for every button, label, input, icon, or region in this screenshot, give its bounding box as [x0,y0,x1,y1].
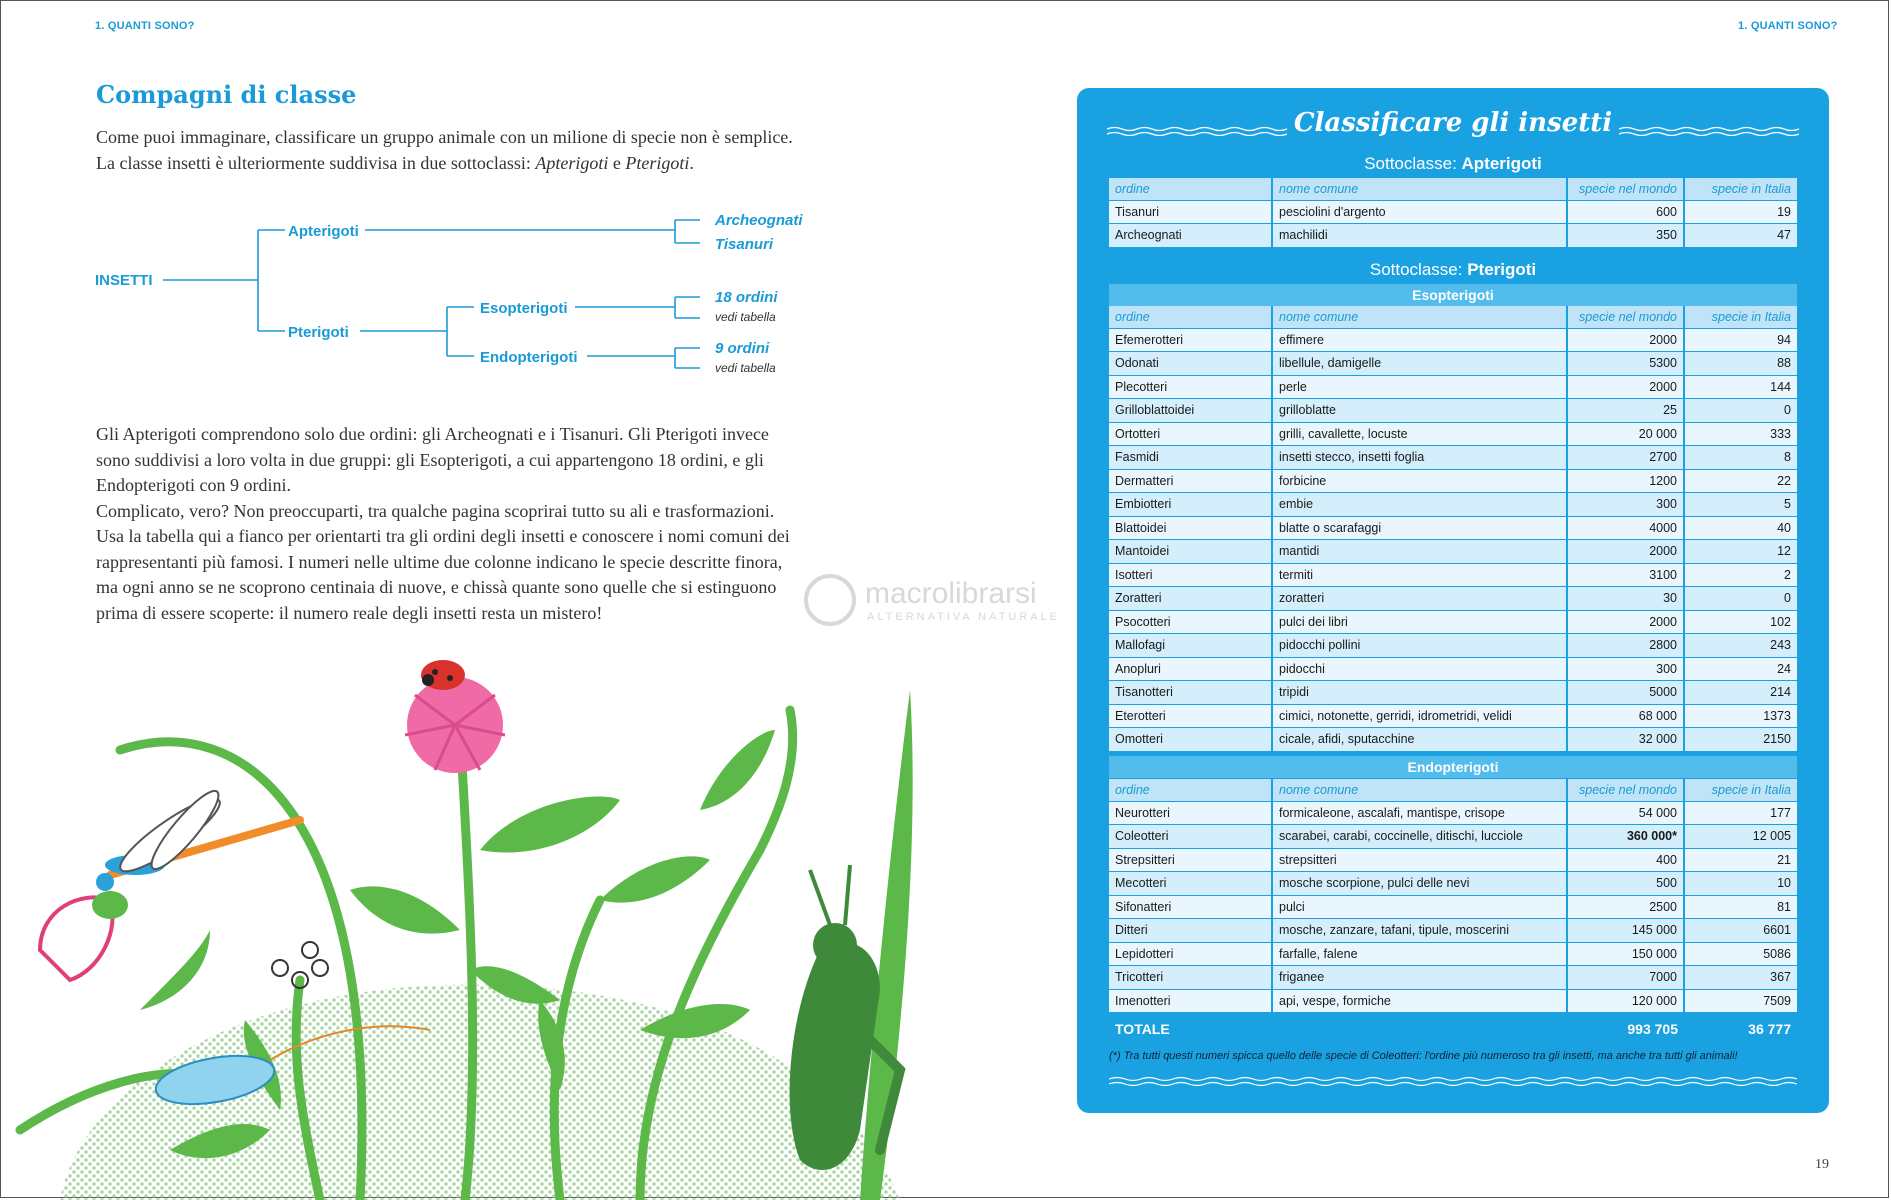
running-head-right: 1. QUANTI SONO? [1738,20,1838,32]
table-row [1109,825,1797,849]
order-cell: Efemerotteri [1109,328,1272,352]
intro-line-2-end: . [689,152,694,173]
species-world-cell: 2000 [1567,540,1684,564]
table-row [1109,422,1797,446]
intro-term-apterigoti: Apterigoti [535,152,609,173]
species-world-cell: 150 000 [1567,942,1684,966]
common-name-cell: cimici, notonette, gerridi, idrometridi, velidi [1272,704,1567,728]
table-row [1109,966,1797,990]
order-cell: Isotteri [1109,563,1272,587]
order-cell: Mallofagi [1109,634,1272,658]
order-cell: Sifonatteri [1109,895,1272,919]
species-italy-cell: 7509 [1684,989,1797,1013]
body-paragraph [96,422,876,626]
species-italy-cell: 1373 [1684,704,1797,728]
species-italy-cell: 333 [1684,422,1797,446]
table-row [1109,328,1797,352]
tree-node-apterigoti: Apterigoti [288,223,359,240]
common-name-cell: insetti stecco, insetti foglia [1272,446,1567,470]
species-italy-cell: 2150 [1684,728,1797,752]
species-world-cell: 500 [1567,872,1684,896]
order-cell: Strepsitteri [1109,848,1272,872]
subclass-name: Apterigoti [1461,154,1542,173]
common-name-cell: effimere [1272,328,1567,352]
tree-node-pterigoti: Pterigoti [288,324,349,341]
order-cell: Neurotteri [1109,801,1272,825]
ladybug [421,660,465,690]
tree-leaf-tisanuri: Tisanuri [715,236,774,253]
species-italy-cell: 243 [1684,634,1797,658]
clover-flower [405,677,505,773]
subclass-apterigoti-heading [1077,154,1829,174]
species-italy-cell: 102 [1684,610,1797,634]
tree-node-insetti: INSETTI [95,272,153,289]
body-line: Complicato, vero? Non preoccuparti, tra qualche pagina scoprirai tutto su ali e trasformazioni. [96,500,775,521]
order-cell: Imenotteri [1109,989,1272,1013]
order-cell: Odonati [1109,352,1272,376]
panel-title: Classificare gli insetti [1293,108,1613,138]
column-header-specie-italia: specie in Italia [1684,178,1797,200]
species-world-cell: 350 [1567,224,1684,248]
subclass-label: Sottoclasse: [1364,154,1462,173]
table-row [1109,399,1797,423]
order-cell: Blattoidei [1109,516,1272,540]
apterigoti-table [1109,178,1797,248]
order-cell: Mecotteri [1109,872,1272,896]
order-cell: Dermatteri [1109,469,1272,493]
table-row [1109,469,1797,493]
subclass-pterigoti-heading [1077,260,1829,280]
group-endopterigoti-heading: Endopterigoti [1109,756,1797,778]
pink-bell-flower [40,891,128,980]
table-row [1109,587,1797,611]
body-line: sono suddivisi a loro volta in due gruppi: gli Esopterigoti, a cui appartengono 18 ordini, e gli [96,449,764,470]
species-italy-cell: 10 [1684,872,1797,896]
table-row [1109,634,1797,658]
species-world-cell: 300 [1567,493,1684,517]
species-world-cell: 5000 [1567,681,1684,705]
species-world-cell: 2700 [1567,446,1684,470]
order-cell: Tisanotteri [1109,681,1272,705]
table-row [1109,728,1797,752]
species-world-cell: 2000 [1567,328,1684,352]
body-line: Gli Apterigoti comprendono solo due ordini: gli Archeognati e i Tisanuri. Gli Pterigoti invece [96,424,769,444]
order-cell: Psocotteri [1109,610,1272,634]
table-row [1109,895,1797,919]
species-world-cell: 300 [1567,657,1684,681]
table-row [1109,989,1797,1013]
tree-leaf-endo-count: 9 ordini [715,340,770,357]
common-name-cell: farfalle, falene [1272,942,1567,966]
esopterigoti-table [1109,306,1797,752]
species-italy-cell: 2 [1684,563,1797,587]
table-row [1109,516,1797,540]
body-line: rappresentanti più famosi. I numeri nelle ultime due colonne indicano le specie descritte finora, [96,551,783,572]
running-head-left: 1. QUANTI SONO? [95,20,195,32]
species-world-cell: 2000 [1567,610,1684,634]
species-world-cell: 4000 [1567,516,1684,540]
species-italy-cell: 8 [1684,446,1797,470]
table-row [1109,657,1797,681]
species-italy-cell: 144 [1684,375,1797,399]
table-row [1109,801,1797,825]
species-italy-cell: 6601 [1684,919,1797,943]
column-header-ordine: ordine [1109,779,1272,801]
insect-classification-panel [1077,88,1829,1113]
column-header-ordine: ordine [1109,306,1272,328]
table-row [1109,540,1797,564]
subclass-label: Sottoclasse: [1369,260,1468,279]
species-world-cell: 360 000* [1567,825,1684,849]
species-italy-cell: 5 [1684,493,1797,517]
species-italy-cell: 47 [1684,224,1797,248]
column-header-specie-mondo: specie nel mondo [1567,306,1684,328]
watermark-logo [795,568,1095,633]
common-name-cell: tripidi [1272,681,1567,705]
order-cell: Fasmidi [1109,446,1272,470]
table-row [1109,704,1797,728]
page-number: 19 [1815,1157,1829,1172]
table-row [1109,200,1797,224]
species-italy-cell: 81 [1684,895,1797,919]
common-name-cell: perle [1272,375,1567,399]
species-italy-cell: 88 [1684,352,1797,376]
species-world-cell: 2000 [1567,375,1684,399]
common-name-cell: embie [1272,493,1567,517]
column-header-specie-mondo: specie nel mondo [1567,178,1684,200]
species-italy-cell: 12 [1684,540,1797,564]
dragonfly [96,784,300,891]
column-header-nome-comune: nome comune [1272,306,1567,328]
order-cell: Anopluri [1109,657,1272,681]
table-row [1109,872,1797,896]
meadow-illustration [0,650,1060,1200]
subclass-name: Pterigoti [1467,260,1537,279]
intro-line-1: Come puoi immaginare, classificare un gruppo animale con un milione di specie non è semplice. [96,127,793,147]
table-row [1109,848,1797,872]
common-name-cell: cicale, afidi, sputacchine [1272,728,1567,752]
table-row [1109,942,1797,966]
order-cell: Mantoidei [1109,540,1272,564]
body-line: ma ogni anno se ne scoprono centinaia di nuove, e chissà quante sono quelle che si estinguono [96,577,777,597]
common-name-cell: machilidi [1272,224,1567,248]
common-name-cell: mosche scorpione, pulci delle nevi [1272,872,1567,896]
species-world-cell: 30 [1567,587,1684,611]
species-world-cell: 1200 [1567,469,1684,493]
table-row [1109,919,1797,943]
common-name-cell: formicaleone, ascalafi, mantispe, crisope [1272,801,1567,825]
common-name-cell: pulci [1272,895,1567,919]
watermark-name: macrolibrarsi [865,577,1037,610]
intro-term-pterigoti: Pterigoti [625,152,690,173]
species-italy-cell: 367 [1684,966,1797,990]
order-cell: Plecotteri [1109,375,1272,399]
species-italy-cell: 22 [1684,469,1797,493]
order-cell: Embiotteri [1109,493,1272,517]
column-header-nome-comune: nome comune [1272,779,1567,801]
column-header-nome-comune: nome comune [1272,178,1567,200]
order-cell: Lepidotteri [1109,942,1272,966]
species-world-cell: 120 000 [1567,989,1684,1013]
table-row [1109,681,1797,705]
column-header-specie-italia: specie in Italia [1684,306,1797,328]
intro-paragraph [96,125,876,176]
common-name-cell: zoratteri [1272,587,1567,611]
common-name-cell: mantidi [1272,540,1567,564]
table-row [1109,352,1797,376]
species-world-cell: 2500 [1567,895,1684,919]
column-header-specie-mondo: specie nel mondo [1567,779,1684,801]
species-italy-cell: 19 [1684,200,1797,224]
order-cell: Ditteri [1109,919,1272,943]
species-italy-cell: 5086 [1684,942,1797,966]
species-italy-cell: 177 [1684,801,1797,825]
total-italy: 36 777 [1748,1021,1791,1037]
species-italy-cell: 214 [1684,681,1797,705]
intro-line-2-start: La classe insetti è ulteriormente suddivisa in due sottoclassi: [96,152,536,173]
classification-tree [95,200,855,390]
species-world-cell: 32 000 [1567,728,1684,752]
species-italy-cell: 12 005 [1684,825,1797,849]
common-name-cell: mosche, zanzare, tafani, tipule, moscerini [1272,919,1567,943]
table-row [1109,375,1797,399]
order-cell: Coleotteri [1109,825,1272,849]
species-italy-cell: 21 [1684,848,1797,872]
common-name-cell: pulci dei libri [1272,610,1567,634]
tree-node-esopterigoti: Esopterigoti [480,300,568,317]
group-esopterigoti-heading: Esopterigoti [1109,284,1797,306]
order-cell: Grilloblattoidei [1109,399,1272,423]
common-name-cell: grilli, cavallette, locuste [1272,422,1567,446]
order-cell: Archeognati [1109,224,1272,248]
tree-node-endopterigoti: Endopterigoti [480,349,578,366]
table-footnote: (*) Tra tutti questi numeri spicca quello delle specie di Coleotteri: l'ordine più numeroso tra gli insetti, ma anche tra tutti gli animali! [1109,1050,1738,1062]
species-world-cell: 145 000 [1567,919,1684,943]
common-name-cell: scarabei, carabi, coccinelle, ditischi, lucciole [1272,825,1567,849]
species-world-cell: 54 000 [1567,801,1684,825]
table-row [1109,493,1797,517]
species-italy-cell: 40 [1684,516,1797,540]
species-world-cell: 20 000 [1567,422,1684,446]
endopterigoti-table [1109,779,1797,1013]
common-name-cell: pesciolini d'argento [1272,200,1567,224]
species-world-cell: 3100 [1567,563,1684,587]
species-world-cell: 400 [1567,848,1684,872]
species-italy-cell: 94 [1684,328,1797,352]
section-heading: Compagni di classe [96,80,357,109]
watermark-tagline: ALTERNATIVA NATURALE [867,611,1061,623]
table-row [1109,446,1797,470]
order-cell: Zoratteri [1109,587,1272,611]
species-italy-cell: 0 [1684,399,1797,423]
common-name-cell: forbicine [1272,469,1567,493]
species-world-cell: 68 000 [1567,704,1684,728]
common-name-cell: pidocchi pollini [1272,634,1567,658]
order-cell: Omotteri [1109,728,1272,752]
tree-leaf-endo-see-table: vedi tabella [715,361,776,375]
tree-leaf-eso-see-table: vedi tabella [715,310,776,324]
species-world-cell: 600 [1567,200,1684,224]
total-world: 993 705 [1627,1021,1678,1037]
common-name-cell: termiti [1272,563,1567,587]
order-cell: Ortotteri [1109,422,1272,446]
species-world-cell: 2800 [1567,634,1684,658]
common-name-cell: friganee [1272,966,1567,990]
species-italy-cell: 24 [1684,657,1797,681]
common-name-cell: blatte o scarafaggi [1272,516,1567,540]
order-cell: Eterotteri [1109,704,1272,728]
intro-line-2-mid: e [608,152,626,173]
common-name-cell: api, vespe, formiche [1272,989,1567,1013]
order-cell: Tisanuri [1109,200,1272,224]
tree-leaf-archeognati: Archeognati [715,212,803,229]
common-name-cell: strepsitteri [1272,848,1567,872]
tree-leaf-eso-count: 18 ordini [715,289,778,306]
title-wave-right [1619,126,1799,136]
panel-bottom-wave [1109,1076,1797,1086]
watermark-leaf-icon [806,576,854,624]
column-header-ordine: ordine [1109,178,1272,200]
table-row [1109,224,1797,248]
species-world-cell: 7000 [1567,966,1684,990]
species-world-cell: 5300 [1567,352,1684,376]
column-header-specie-italia: specie in Italia [1684,779,1797,801]
common-name-cell: grilloblatte [1272,399,1567,423]
common-name-cell: pidocchi [1272,657,1567,681]
species-italy-cell: 0 [1684,587,1797,611]
table-row [1109,563,1797,587]
body-line: Endopterigoti con 9 ordini. [96,475,291,495]
body-line: Usa la tabella qui a fianco per orientarti tra gli ordini degli insetti e conoscere i nomi comuni dei [96,526,790,546]
table-row [1109,610,1797,634]
species-world-cell: 25 [1567,399,1684,423]
body-line: prima di essere scoperte: il numero reale degli insetti resta un mistero! [96,602,603,623]
order-cell: Tricotteri [1109,966,1272,990]
total-label: TOTALE [1115,1021,1170,1037]
common-name-cell: libellule, damigelle [1272,352,1567,376]
total-row [1109,1017,1797,1041]
